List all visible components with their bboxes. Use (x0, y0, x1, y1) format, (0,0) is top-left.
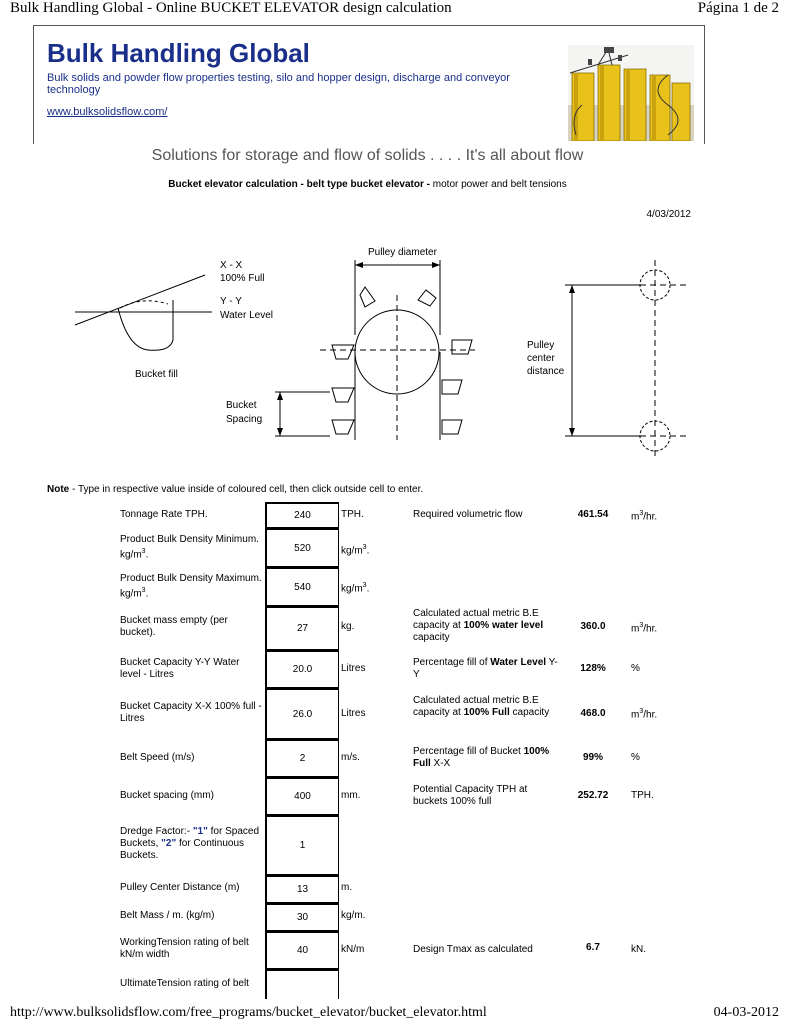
unit-kgm: kg/m (341, 545, 363, 557)
distance-label: distance (527, 366, 565, 377)
result-label-b: Water Level (490, 657, 547, 668)
result-label: Design Tmax as calculated (413, 944, 533, 955)
result-value: 128% (580, 663, 606, 674)
row-label: Bucket Capacity X-X 100% full - Litres (120, 701, 262, 724)
label-dot: . (145, 588, 149, 600)
unit-m: m (631, 511, 640, 523)
unit-hr: /hr. (643, 709, 658, 721)
unit-sup: 3 (362, 544, 367, 551)
print-page-indicator: Página 1 de 2 (697, 0, 779, 16)
bucket-fill-label: Bucket fill (135, 369, 178, 380)
unit-m: m (631, 709, 640, 721)
result-value: 461.54 (577, 509, 609, 520)
row-label: Tonnage Rate TPH. (120, 509, 208, 520)
heading-rest: motor power and belt tensions (430, 179, 567, 190)
unit-sup: 3 (639, 510, 644, 517)
row-label: Pulley Center Distance (m) (120, 882, 240, 893)
pulley-label: Pulley (527, 340, 555, 351)
belt-speed-input[interactable]: 2 (265, 739, 339, 777)
note-rest: - Type in respective value inside of coloured cell, then click outside cell to enter. (69, 484, 424, 495)
row-label (120, 826, 262, 862)
row-label (120, 534, 262, 561)
heading-bold: Bucket elevator calculation - belt type bucket elevator - (168, 179, 430, 190)
site-tagline: Bulk solids and powder flow properties testing, silo and hopper design, discharge and conveyor technology (47, 72, 510, 96)
label-text: Product Bulk Density Minimum. kg/m (120, 534, 259, 561)
belt-mass-input[interactable]: 30 (265, 903, 339, 931)
result-label: Potential Capacity TPH at buckets 100% full (413, 784, 528, 807)
full-label: 100% Full (220, 273, 265, 284)
result-label (413, 695, 563, 719)
result-label-a: Percentage fill of (413, 657, 491, 668)
water-level-label: Water Level (220, 310, 273, 321)
result-label-b: 100% Full (463, 707, 510, 718)
ultimate-tension-input[interactable] (265, 969, 339, 999)
label-sup: 3 (141, 548, 146, 555)
tonnage-input[interactable]: 240 (265, 502, 339, 528)
bucket-mass-input[interactable]: 27 (265, 606, 339, 650)
document-heading (0, 179, 735, 190)
row-unit: kg. (341, 621, 355, 632)
result-label: Required volumetric flow (413, 509, 523, 520)
row-unit: kg/m. (341, 910, 366, 921)
dredge-factor-input[interactable]: 1 (265, 815, 339, 875)
result-unit: TPH. (631, 790, 654, 801)
label-a: Dredge Factor:- (120, 826, 193, 837)
result-value: 252.72 (577, 790, 609, 801)
row-label: Bucket Capacity Y-Y Water level - Litres (120, 657, 240, 680)
result-label-b: 100% water level (463, 620, 544, 631)
result-unit: % (631, 663, 640, 674)
result-unit (631, 510, 691, 522)
label-text: Product Bulk Density Maximum. kg/m (120, 573, 262, 600)
result-label-c: Y-Y (413, 657, 558, 680)
bucket-label: Bucket (226, 400, 257, 411)
density-min-input[interactable]: 520 (265, 528, 339, 567)
row-label: Bucket spacing (mm) (120, 790, 214, 801)
row-unit: m/s. (341, 752, 360, 763)
unit-hr: /hr. (643, 511, 658, 523)
result-label-c: capacity (413, 632, 450, 643)
result-label-a: Calculated actual metric B.E capacity at (413, 608, 539, 631)
print-header-title: Bulk Handling Global - Online BUCKET ELEVATOR design calculation (10, 0, 452, 16)
result-value: 360.0 (580, 621, 606, 632)
result-label-a: Calculated actual metric B.E capacity at (413, 695, 539, 718)
silo-photo-icon (568, 45, 694, 141)
result-value: 99% (582, 752, 603, 763)
yy-label: Y - Y (220, 296, 242, 307)
note (47, 484, 423, 495)
center-label: center (527, 353, 555, 364)
label-dot: . (145, 549, 149, 561)
spacing-label: Spacing (226, 414, 263, 425)
document-date: 4/03/2012 (646, 209, 691, 220)
row-label: Bucket mass empty (per bucket). (120, 615, 228, 638)
result-label-a: Percentage fill of Bucket (413, 746, 524, 757)
row-unit (341, 580, 403, 595)
unit-sup: 3 (362, 582, 367, 589)
row-label: Belt Mass / m. (kg/m) (120, 910, 215, 921)
row-unit: mm. (341, 790, 361, 801)
label-c: for Spaced Buckets, (120, 826, 260, 849)
result-value: 468.0 (580, 708, 606, 719)
row-unit: m. (341, 882, 353, 893)
row-label: UltimateTension rating of belt (120, 978, 249, 989)
result-unit (631, 708, 691, 720)
capacity-xx-input[interactable]: 26.0 (265, 688, 339, 739)
result-unit (631, 622, 691, 634)
row-unit: kN/m (341, 944, 365, 955)
result-unit: % (631, 752, 640, 763)
result-label (413, 608, 563, 644)
center-distance-input[interactable]: 13 (265, 875, 339, 903)
print-footer-date: 04-03-2012 (713, 1005, 779, 1020)
result-label-c: capacity (509, 707, 550, 718)
row-unit: Litres (341, 663, 366, 674)
print-footer-url: http://www.bulksolidsflow.com/free_programs/bucket_elevator/bucket_elevator.html (10, 1005, 487, 1020)
unit-sup: 3 (639, 708, 644, 715)
site-link[interactable]: www.bulksolidsflow.com/ (47, 106, 168, 118)
result-label (413, 746, 563, 770)
row-unit (341, 542, 403, 557)
pulley-diameter-label: Pulley diameter (368, 247, 437, 258)
density-max-input[interactable]: 540 (265, 567, 339, 606)
row-unit: Litres (341, 708, 366, 719)
unit-m: m (631, 623, 640, 635)
label-b: "1" (192, 826, 208, 837)
xx-label: X - X (220, 260, 243, 271)
unit-hr: /hr. (643, 623, 658, 635)
note-bold: Note (47, 484, 70, 495)
label-sup: 3 (141, 587, 146, 594)
working-tension-input[interactable]: 40 (265, 931, 339, 969)
result-value: 6.7 (586, 942, 600, 953)
result-label (413, 657, 563, 681)
row-label: WorkingTension rating of belt kN/m width (120, 937, 249, 960)
row-label (120, 573, 262, 600)
result-label-b: 100% Full (413, 746, 550, 769)
site-title: Bulk Handling Global (47, 38, 310, 68)
result-label-c: X-X (430, 758, 451, 769)
unit-dot: . (366, 583, 370, 595)
result-unit: kN. (631, 944, 646, 955)
bucket-elevator-diagram (60, 240, 710, 465)
label-e: for Continuous Buckets. (120, 838, 245, 861)
row-label: Belt Speed (m/s) (120, 752, 195, 763)
label-d: "2" (161, 838, 177, 849)
bucket-spacing-input[interactable]: 400 (265, 777, 339, 815)
capacity-yy-input[interactable]: 20.0 (265, 650, 339, 688)
unit-dot: . (366, 545, 370, 557)
slogan: Solutions for storage and flow of solids . . . . It's all about flow (151, 147, 584, 164)
row-unit: TPH. (341, 509, 364, 520)
unit-kgm: kg/m (341, 583, 363, 595)
unit-sup: 3 (639, 622, 644, 629)
